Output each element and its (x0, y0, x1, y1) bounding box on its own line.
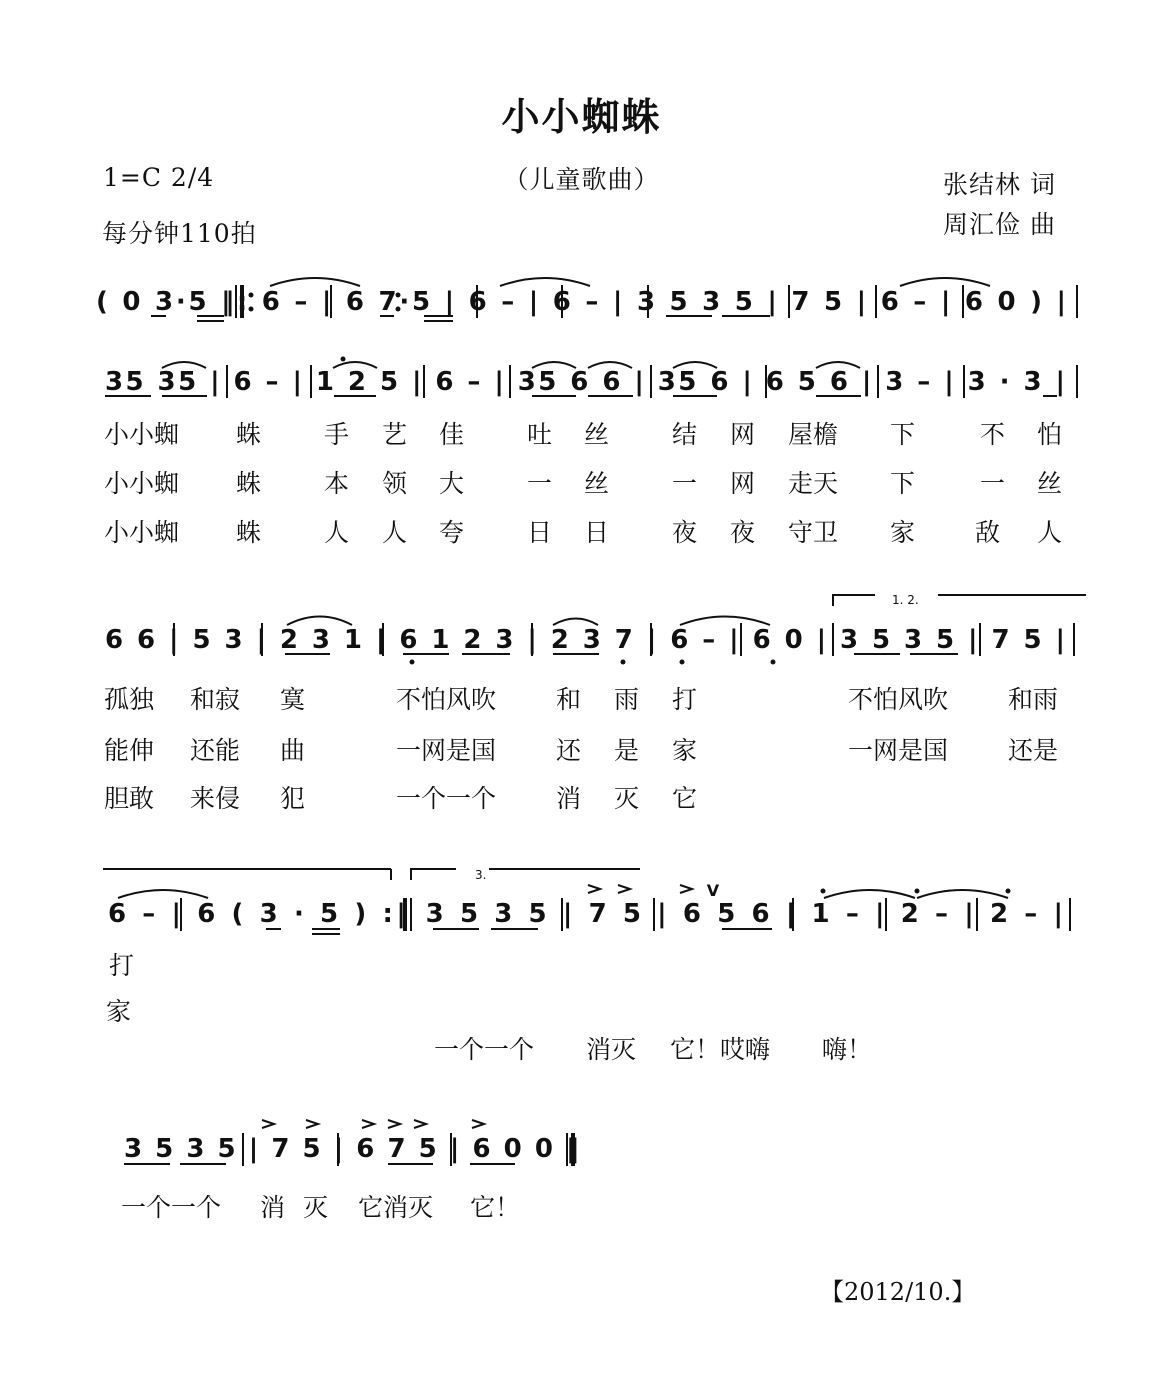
breath-mark: V (706, 881, 720, 900)
lyric: 打 (672, 685, 698, 714)
lyric: 人 (1037, 518, 1063, 547)
composer-credit: 周汇俭 曲 (943, 210, 1056, 239)
lyric: 人 (324, 518, 350, 547)
lyric: 和 (556, 685, 582, 714)
lyric: 走天 (788, 469, 839, 498)
lyricist-credit: 张结林 词 (943, 170, 1056, 199)
lyric: 和雨 (1008, 685, 1059, 714)
lyric: 大 (439, 469, 465, 498)
lyric: 它 (672, 784, 698, 813)
lyric: 小小蜘 (104, 518, 180, 547)
intro-notation-row: ( 0 3·5 ‖: 6 – | 6 7·5 | 6 – | 6 – | 3 5 3 5 | 7 5 | 6 – | 6 0 ) | (96, 287, 1066, 317)
lyric: 它消灭 (358, 1193, 434, 1222)
lyric: 寞 (280, 685, 306, 714)
lyric: 还能 (190, 736, 241, 765)
lyric: 屋檐 (788, 420, 839, 449)
lyric: 曲 (280, 736, 306, 765)
lyric: 敌 (975, 518, 1001, 547)
lyric: 手 (324, 420, 350, 449)
lyric: 还是 (1008, 736, 1059, 765)
lyric: 能伸 (104, 736, 155, 765)
lyric: 灭 (614, 784, 640, 813)
lyrics-block-ending (106, 951, 872, 1222)
lyric: 来侵 (190, 784, 241, 813)
tempo-marking: 每分钟110拍 (102, 219, 257, 248)
lyric: 家 (106, 997, 132, 1026)
ending-notation-row-2: 3 5 3 5 | 7 5 | 6 7 5 | 6 0 0 ‖ (124, 1134, 579, 1164)
lyric: 消 (260, 1193, 286, 1222)
lyric: 夜 (730, 518, 756, 547)
lyric: 本 (324, 469, 350, 498)
lyric: 一个一个 (396, 784, 497, 813)
lyric: 它！ (470, 1193, 521, 1222)
lyric: 丝 (584, 469, 610, 498)
lyric: 丝 (584, 420, 610, 449)
lyric: 日 (527, 518, 553, 547)
lyric: 家 (672, 736, 698, 765)
volta-label-1-2: 1. 2. (892, 593, 919, 607)
song-title: 小小蜘蛛 (501, 95, 662, 139)
lyric: 人 (382, 518, 408, 547)
lyric: 一 (980, 469, 1006, 498)
lyric: 夸 (439, 518, 465, 547)
lyrics-block-2 (104, 685, 1058, 813)
lyric: 吐 (527, 420, 553, 449)
lyric: 一 (672, 469, 698, 498)
verse-notation-row-1: 35 35 | 6 – | 1 2 5 | 6 – | 35 6 6 | 35 6 | 6 5 6 | 3 – | 3 · 3 | (105, 367, 1065, 397)
lyric: 蛛 (236, 469, 262, 498)
lyrics-block-1 (104, 420, 1062, 547)
lyric: 艺 (382, 420, 408, 449)
ending-notation-row-1: 6 – | 6 ( 3 · 5 ) :‖ 3 5 3 5 | 7 5 | 6 5 6 | 1 – | 2 – | 2 – | (108, 899, 1063, 929)
lyric: 打 (109, 951, 135, 980)
lyric: 不怕风吹 (848, 685, 949, 714)
key-time-signature: 1=C 2/4 (103, 163, 215, 192)
lyric: 和寂 (190, 685, 241, 714)
lyric: 网 (730, 469, 756, 498)
lyric: 夜 (672, 518, 698, 547)
lyric: 一个一个 (121, 1193, 222, 1222)
lyric: 一个一个 (434, 1035, 535, 1064)
lyric: 下 (890, 469, 916, 498)
lyric: 消 (556, 784, 582, 813)
volta-label-3: 3. (475, 868, 487, 882)
lyric: 一 (527, 469, 553, 498)
lyric: 结 (672, 420, 698, 449)
lyric: 犯 (280, 784, 306, 813)
lyric: 蛛 (236, 518, 262, 547)
song-subtitle: （儿童歌曲） (503, 165, 660, 194)
verse-notation-row-2: 6 6 | 5 3 | 2 3 1 | 6 1 2 3 | 2 3 7 | 6 – | 6 0 | 3 5 3 5 | 7 5 | (105, 625, 1065, 655)
lyric: 网 (730, 420, 756, 449)
lyric: 怕 (1037, 420, 1063, 449)
lyric: 不 (980, 420, 1006, 449)
lyric: 小小蜘 (104, 420, 180, 449)
lyric: 小小蜘 (104, 469, 180, 498)
lyric: 一网是国 (396, 736, 497, 765)
lyric: 灭 (303, 1193, 329, 1222)
date-stamp: 【2012/10.】 (820, 1278, 976, 1306)
lyric: 还 (556, 736, 582, 765)
lyric: 下 (890, 420, 916, 449)
lyric: 消灭 (586, 1035, 637, 1064)
lyric: 不怕风吹 (396, 685, 497, 714)
lyric: 胆敢 (104, 784, 155, 813)
lyric: 守卫 (788, 518, 839, 547)
lyric: 孤独 (104, 685, 155, 714)
lyric: 嗨！ (822, 1035, 873, 1064)
lyric: 佳 (439, 420, 465, 449)
lyric: 日 (584, 518, 610, 547)
lyric: 蛛 (236, 420, 262, 449)
lyric: 是 (614, 736, 640, 765)
lyric: 领 (382, 469, 408, 498)
lyric: 家 (890, 518, 916, 547)
lyric: 丝 (1037, 469, 1063, 498)
lyric: 雨 (614, 685, 640, 714)
lyric: 它！哎嗨 (670, 1035, 771, 1064)
lyric: 一网是国 (848, 736, 949, 765)
